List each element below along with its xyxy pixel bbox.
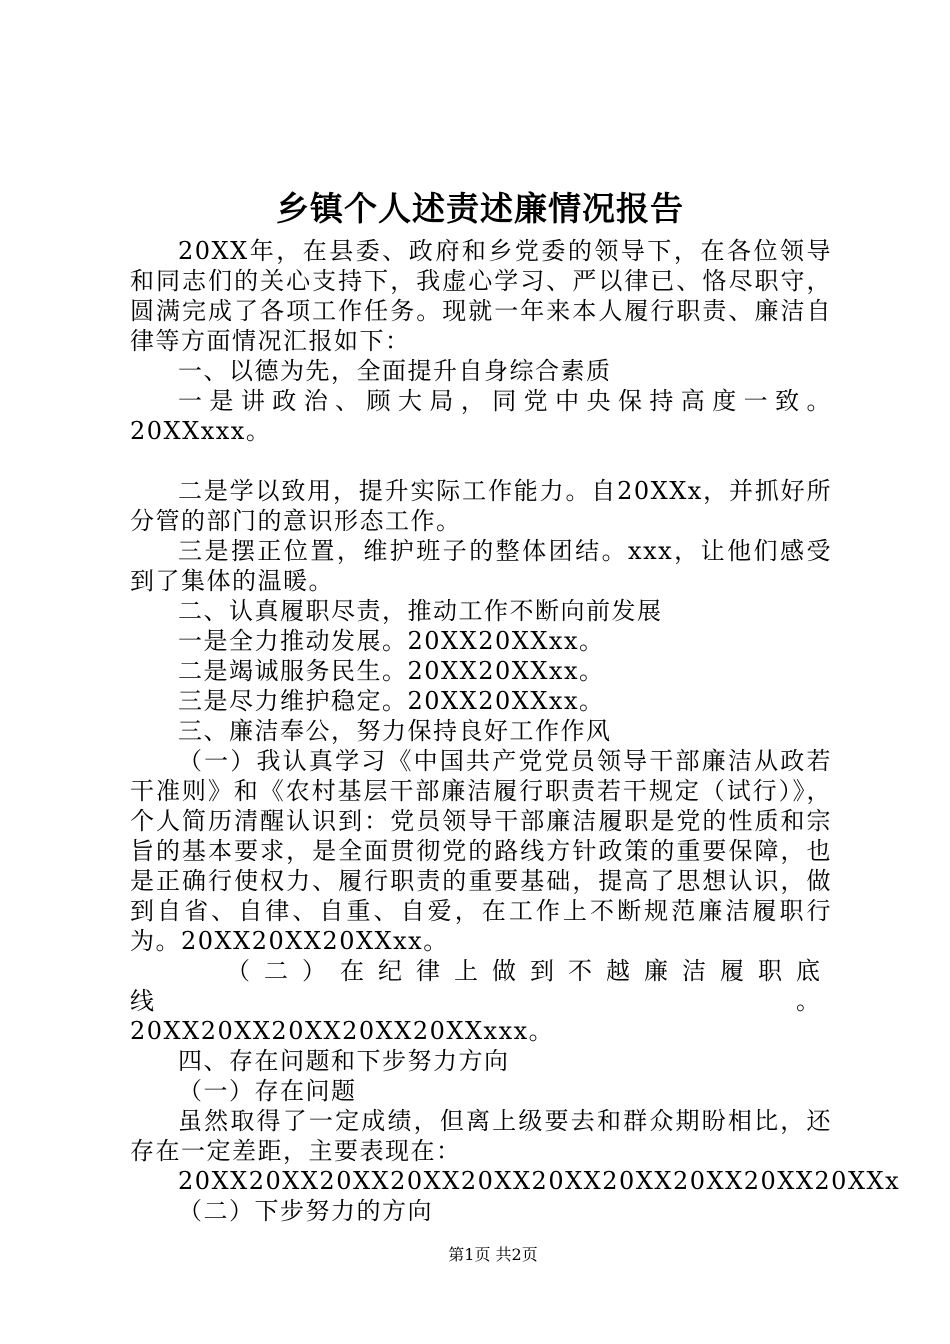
paragraph-3-1: （一）我认真学习《中国共产党党员领导干部廉洁从政若干准则》和《农村基层干部廉洁履行职责若干规定（试行）》，个人简历清醒认识到：党员领导干部廉洁履职是党的性质和宗旨的基本要求，是全面贯彻党的路线方针政策的重要保障，也是正确行使权力、履行职责的重要基础，提高了思想认识，做到自省、自律、自重、自爱，在工作上不断规范廉洁履职行为。20XX20XX20XXxx。 — [130, 747, 832, 955]
paragraph-intro: 20XX年，在县委、政府和乡党委的领导下，在各位领导和同志们的关心支持下，我虚心学习、严以律已、恪尽职守，圆满完成了各项工作任务。现就一年来本人履行职责、廉洁自律等方面情况汇报如下： — [130, 237, 832, 355]
paragraph-2-2: 二是竭诚服务民生。20XX20XXxx。 — [178, 657, 605, 685]
subsection-heading-4-2: （二）下步努力的方向 — [178, 1197, 433, 1225]
paragraph-4-1: 虽然取得了一定成绩，但离上级要去和群众期盼相比，还存在一定差距，主要表现在： — [130, 1107, 832, 1165]
page-footer: 第1页 共2页 — [448, 1245, 538, 1264]
subsection-heading-4-1: （一）存在问题 — [178, 1077, 357, 1105]
paragraph-3-2-cont: 20XX20XX20XX20XX20XXxxx。 — [130, 1017, 555, 1045]
paragraph-1-1: 一是讲政治、顾大局，同党中央保持高度一致。20XXxxx。 — [130, 387, 832, 445]
paragraph-4-1-data: 20XX20XX20XX20XX20XX20XX20XX20XX20XX20XXx — [178, 1167, 901, 1195]
paragraph-2-1: 一是全力推动发展。20XX20XXxx。 — [178, 627, 605, 655]
section-heading-1: 一、以德为先，全面提升自身综合素质 — [178, 357, 612, 385]
paragraph-1-2: 二是学以致用，提升实际工作能力。自20XXx，并抓好所分管的部门的意识形态工作。 — [130, 477, 832, 535]
section-heading-3: 三、廉洁奉公，努力保持良好工作作风 — [178, 717, 612, 745]
section-heading-4: 四、存在问题和下步努力方向 — [178, 1047, 510, 1075]
paragraph-1-3: 三是摆正位置，维护班子的整体团结。xxx，让他们感受到了集体的温暖。 — [130, 537, 832, 595]
document-title: 乡镇个人述责述廉情况报告 — [276, 189, 684, 228]
paragraph-3-2: （二）在纪律上做到不越廉洁履职底线。 — [130, 957, 832, 1015]
section-heading-2: 二、认真履职尽责，推动工作不断向前发展 — [178, 597, 663, 625]
document-body — [130, 236, 901, 1226]
paragraph-2-3: 三是尽力维护稳定。20XX20XXxx。 — [178, 687, 605, 715]
